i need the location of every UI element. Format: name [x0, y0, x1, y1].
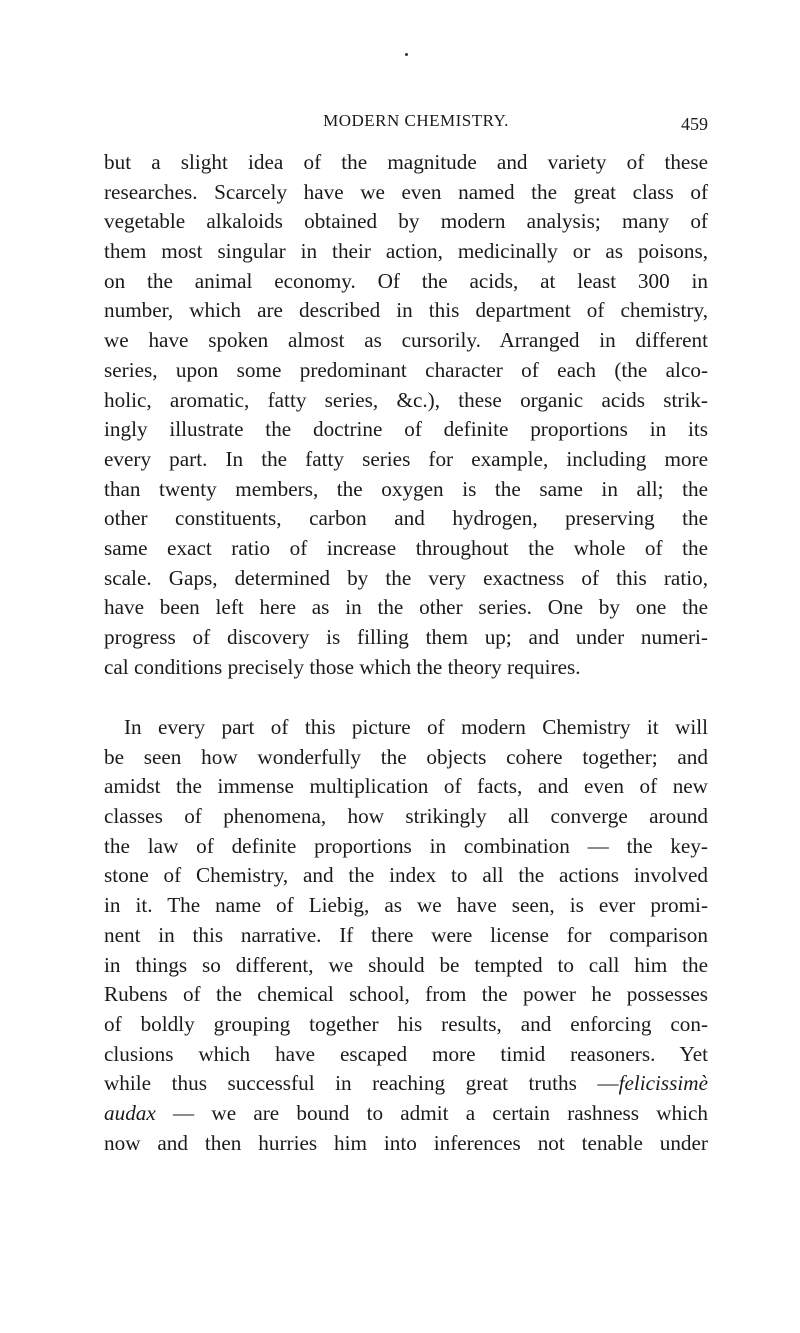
- running-head: [100, 108, 710, 138]
- text-line: number, which are described in this department of chemistry,: [104, 298, 708, 323]
- text-line: have been left here as in the other series. One by one the: [104, 595, 708, 620]
- paragraph-2: [104, 713, 708, 1158]
- text-run: while thus successful in reaching great truths —: [104, 1071, 619, 1096]
- text-line: progress of discovery is filling them up; and under numeri-: [104, 625, 708, 649]
- text-line: Rubens of the chemical school, from the power he possesses: [104, 982, 708, 1007]
- text-line: classes of phenomena, how strikingly all converge around: [104, 804, 708, 829]
- text-line: stone of Chemistry, and the index to all the actions involved: [104, 863, 708, 888]
- running-title: MODERN CHEMISTRY.: [323, 111, 509, 130]
- text-line: vegetable alkaloids obtained by modern analysis; many of: [104, 209, 708, 234]
- text-line: same exact ratio of increase throughout the whole of the: [104, 535, 708, 560]
- text-line: now and then hurries him into inferences not tenable under: [104, 1130, 708, 1155]
- text-line-mixed: [104, 1069, 708, 1099]
- text-line: of boldly grouping together his results, and enforcing con-: [104, 1011, 708, 1036]
- text-line: but a slight idea of the magnitude and variety of these: [104, 150, 708, 174]
- text-line: in things so different, we should be tempted to call him the: [104, 952, 708, 977]
- text-line: researches. Scarcely have we even named the great class of: [104, 179, 708, 204]
- text-line: than twenty members, the oxygen is the same in all; the: [104, 476, 708, 501]
- text-line: in it. The name of Liebig, as we have seen, is ever promi-: [104, 893, 708, 918]
- paragraph-1: [104, 148, 708, 682]
- page-number: 459: [681, 114, 708, 134]
- text-line: every part. In the fatty series for example, including more: [104, 446, 708, 471]
- text-line: cal conditions precisely those which the theory requires.: [104, 654, 581, 679]
- italic-phrase: audax: [104, 1100, 156, 1125]
- text-line: ingly illustrate the doctrine of definite proportions in its: [104, 417, 708, 442]
- text-line: nent in this narrative. If there were license for comparison: [104, 922, 708, 947]
- text-line: amidst the immense multiplication of facts, and even of new: [104, 774, 708, 799]
- text-line: scale. Gaps, determined by the very exactness of this ratio,: [104, 565, 708, 590]
- text-run: — we are bound to admit a certain rashness which: [155, 1100, 708, 1125]
- text-line: we have spoken almost as cursorily. Arranged in different: [104, 328, 708, 353]
- text-line: other constituents, carbon and hydrogen, preserving the: [104, 506, 708, 531]
- text-line: be seen how wonderfully the objects cohere together; and: [104, 744, 708, 769]
- text-line-mixed: [104, 1099, 708, 1129]
- scan-speck: [405, 53, 408, 56]
- text-line: the law of definite proportions in combination — the key-: [104, 833, 708, 858]
- text-line: series, upon some predominant character of each (the alco-: [104, 357, 708, 382]
- text-line: holic, aromatic, fatty series, &c.), these organic acids strik-: [104, 387, 708, 412]
- italic-phrase: felicissimè: [618, 1071, 708, 1096]
- text-line: on the animal economy. Of the acids, at least 300 in: [104, 268, 708, 293]
- text-line: them most singular in their action, medicinally or as poisons,: [104, 239, 708, 264]
- text-line: clusions which have escaped more timid reasoners. Yet: [104, 1041, 708, 1066]
- text-line: In every part of this picture of modern Chemistry it will: [124, 715, 708, 739]
